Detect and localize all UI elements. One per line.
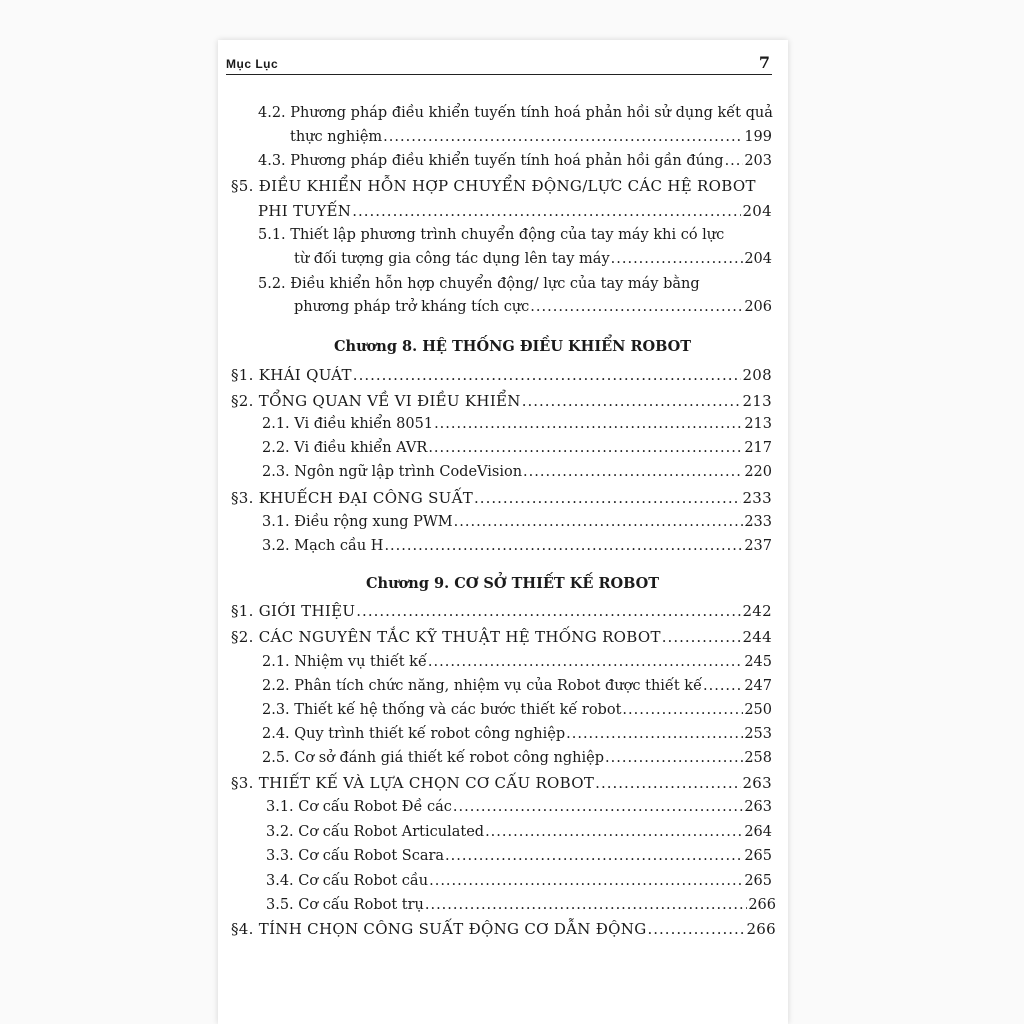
toc-entry-page: 263 [742, 774, 772, 792]
toc-leader-dots [428, 652, 743, 672]
toc-entry-label: 2.2. Vi điều khiển AVR [262, 440, 428, 456]
toc-entry [262, 462, 772, 482]
toc-entry-label: §2. TỔNG QUAN VỀ VI ĐIỀU KHIỂN [231, 392, 521, 410]
toc-entry-page: 208 [742, 366, 772, 384]
toc-entry [231, 773, 772, 793]
toc-entry-page: 220 [744, 464, 772, 480]
toc-entry-label: 3.3. Cơ cấu Robot Scara [266, 848, 445, 864]
toc-entry-page: 245 [744, 654, 772, 670]
toc-entry [262, 700, 772, 720]
toc-entry [258, 151, 772, 171]
toc-leader-dots [566, 724, 743, 744]
toc-leader-dots [523, 462, 743, 482]
toc-entry-page: 264 [744, 824, 772, 840]
toc-entry [262, 438, 772, 458]
toc-entry-text: 5.2. Điều khiển hỗn hợp chuyển động/ lực của tay máy bằng [258, 276, 700, 292]
toc-entry-page: 204 [742, 202, 772, 220]
toc-entry-page: 242 [742, 602, 772, 620]
toc-entry-label: 3.4. Cơ cấu Robot cầu [266, 873, 429, 889]
toc-entry [262, 414, 772, 434]
toc-entry-page: 217 [744, 440, 772, 456]
toc-entry-label: 3.1. Cơ cấu Robot Đề các [266, 799, 452, 815]
toc-entry-label: phương pháp trở kháng tích cực [294, 299, 530, 315]
toc-leader-dots [605, 748, 743, 768]
toc-leader-dots [703, 676, 743, 696]
toc-leader-dots [530, 297, 743, 317]
chapter-heading: Chương 9. CƠ SỞ THIẾT KẾ ROBOT [366, 575, 660, 592]
toc-entry-page: 263 [744, 799, 772, 815]
toc-entry [266, 871, 772, 891]
toc-entry-page: 265 [744, 873, 772, 889]
toc-entry [266, 797, 772, 817]
header-page-number: 7 [758, 53, 770, 72]
chapter-heading: Chương 8. HỆ THỐNG ĐIỀU KHIỂN ROBOT [334, 338, 692, 355]
toc-entry-page: 258 [744, 750, 772, 766]
toc-entry-label: 3.2. Mạch cầu H [262, 538, 384, 554]
toc-leader-dots [725, 151, 744, 171]
toc-entry-label: §2. CÁC NGUYÊN TẮC KỸ THUẬT HỆ THỐNG ROBOT [231, 628, 661, 646]
toc-entry-text: 4.2. Phương pháp điều khiển tuyến tính hoá phản hồi sử dụng kết quả [258, 105, 773, 121]
toc-leader-dots [485, 822, 743, 842]
toc-leader-dots [356, 601, 741, 621]
toc-entry-page: 253 [744, 726, 772, 742]
toc-entry [294, 297, 772, 317]
toc-entry-page: 206 [744, 299, 772, 315]
toc-entry-label: thực nghiệm [290, 129, 383, 145]
toc-entry [290, 127, 772, 147]
toc-leader-dots [622, 700, 743, 720]
toc-entry-page: 244 [742, 628, 772, 646]
toc-entry [262, 512, 772, 532]
toc-entry-label: 2.3. Ngôn ngữ lập trình CodeVision [262, 464, 523, 480]
toc-entry [231, 488, 772, 508]
toc-entry-page: 213 [742, 392, 772, 410]
toc-entry [231, 919, 776, 939]
toc-entry-label: 2.3. Thiết kế hệ thống và các bước thiết kế robot [262, 702, 622, 718]
toc-entry-label: §4. TÍNH CHỌN CÔNG SUẤT ĐỘNG CƠ DẪN ĐỘNG [231, 920, 647, 938]
toc-entry [262, 724, 772, 744]
toc-entry-label: 2.4. Quy trình thiết kế robot công nghiệp [262, 726, 566, 742]
toc-entry-page: 203 [744, 153, 772, 169]
toc-entry [262, 536, 772, 556]
toc-entry-label: PHI TUYẾN [258, 202, 352, 220]
toc-entry-page: 266 [748, 897, 776, 913]
toc-entry-label: 2.2. Phân tích chức năng, nhiệm vụ của Robot được thiết kế [262, 678, 702, 694]
toc-entry [231, 601, 772, 621]
toc-leader-dots [383, 127, 743, 147]
toc-leader-dots [445, 846, 743, 866]
toc-leader-dots [648, 919, 746, 939]
toc-entry [266, 846, 772, 866]
header-section-title: Mục Lục [226, 57, 279, 71]
toc-leader-dots [425, 895, 747, 915]
toc-leader-dots [434, 414, 743, 434]
toc-entry-page: 265 [744, 848, 772, 864]
toc-entry-label: 2.5. Cơ sở đánh giá thiết kế robot công nghiệp [262, 750, 605, 766]
toc-entry-page: 250 [744, 702, 772, 718]
toc-entry-label: §1. KHÁI QUÁT [231, 366, 352, 384]
toc-leader-dots [662, 627, 742, 647]
toc-entry-label: từ đối tượng gia công tác dụng lên tay máy [294, 251, 610, 267]
toc-entry [262, 748, 772, 768]
toc-leader-dots [353, 365, 742, 385]
toc-leader-dots [384, 536, 743, 556]
toc-entry-page: 247 [744, 678, 772, 694]
toc-entry [266, 895, 776, 915]
toc-leader-dots [428, 438, 743, 458]
toc-leader-dots [474, 488, 741, 508]
toc-entry [231, 365, 772, 385]
toc-leader-dots [595, 773, 741, 793]
toc-entry-label: 3.2. Cơ cấu Robot Articulated [266, 824, 485, 840]
toc-entry-page: 213 [744, 416, 772, 432]
toc-leader-dots [522, 391, 742, 411]
toc-entry-label: §3. KHUẾCH ĐẠI CÔNG SUẤT [231, 489, 474, 507]
toc-entry [262, 676, 772, 696]
toc-entry [258, 201, 772, 221]
toc-entry-label: 3.5. Cơ cấu Robot trụ [266, 897, 424, 913]
toc-entry-page: 237 [744, 538, 772, 554]
toc-entry-label: §3. THIẾT KẾ VÀ LỰA CHỌN CƠ CẤU ROBOT [231, 774, 595, 792]
toc-entry [262, 652, 772, 672]
toc-leader-dots [429, 871, 743, 891]
toc-entry-page: 266 [746, 920, 776, 938]
toc-leader-dots [352, 201, 741, 221]
toc-entry-text: 5.1. Thiết lập phương trình chuyển động của tay máy khi có lực [258, 227, 725, 243]
toc-leader-dots [454, 512, 744, 532]
toc-entry [266, 822, 772, 842]
toc-entry-label: 3.1. Điều rộng xung PWM [262, 514, 453, 530]
toc-leader-dots [453, 797, 743, 817]
toc-entry-label: 4.3. Phương pháp điều khiển tuyến tính hoá phản hồi gần đúng [258, 153, 724, 169]
toc-entry [231, 391, 772, 411]
toc-entry [294, 249, 772, 269]
toc-entry-page: 199 [744, 129, 772, 145]
toc-entry [231, 627, 772, 647]
toc-leader-dots [611, 249, 744, 269]
toc-entry-page: 233 [742, 489, 772, 507]
toc-entry-label: 2.1. Vi điều khiển 8051 [262, 416, 434, 432]
toc-entry-text: §5. ĐIỀU KHIỂN HỖN HỢP CHUYỂN ĐỘNG/LỰC CÁC HỆ ROBOT [231, 177, 756, 195]
toc-entry-page: 233 [744, 514, 772, 530]
toc-entry-label: 2.1. Nhiệm vụ thiết kế [262, 654, 427, 670]
toc-entry-label: §1. GIỚI THIỆU [231, 602, 356, 620]
toc-entry-page: 204 [744, 251, 772, 267]
